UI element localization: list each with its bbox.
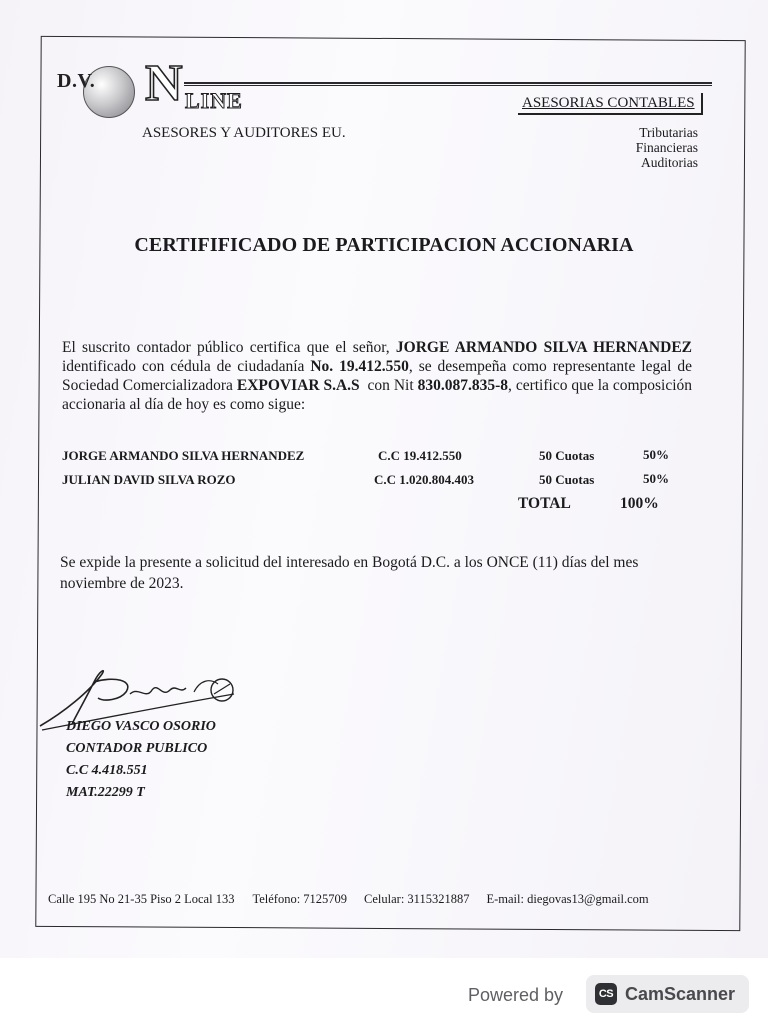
logo-dv-text: D.V.: [57, 70, 96, 92]
document-title: CERTIFIFICADO DE PARTICIPACION ACCIONARIA: [134, 234, 634, 256]
total-label: TOTAL: [518, 495, 571, 512]
camscanner-badge: [586, 975, 749, 1013]
company-name: ASESORES Y AUDITORES EU.: [142, 125, 346, 141]
shareholder-name: JULIAN DAVID SILVA ROZO: [62, 472, 236, 487]
service-item: Tributarias: [639, 125, 698, 140]
footer-email: E-mail: diegovas13@gmail.com: [486, 892, 649, 906]
company-logo: [57, 55, 257, 122]
service-item: Auditorias: [641, 155, 698, 170]
shareholder-percent: 50%: [643, 471, 669, 486]
header-tag: ASESORIAS CONTABLES: [518, 93, 703, 115]
body-text: , certifico que la composición accionaria al día de hoy es como sigue:: [62, 377, 693, 413]
footer-address: Calle 195 No 21-35 Piso 2 Local 133: [48, 892, 235, 906]
body-text: con Nit: [367, 377, 414, 394]
footer-phone: Teléfono: 7125709: [252, 892, 348, 906]
closing-paragraph: Se expide la presente a solicitud del interesado en Bogotá D.C. a los ONCE (11) días del mes noviembre de 2023.: [60, 554, 639, 592]
body-text: identificado con cédula de ciudadanía: [62, 358, 305, 375]
signatory-mat: MAT.22299 T: [66, 785, 145, 800]
shareholder-cuotas: 50 Cuotas: [539, 472, 595, 487]
shareholder-id: C.C 1.020.804.403: [374, 472, 475, 487]
shareholder-cuotas: 50 Cuotas: [539, 448, 595, 463]
powered-by-text: Powered by: [468, 985, 564, 1005]
shareholder-percent: 50%: [643, 447, 669, 462]
id-number: No. 19.412.550: [310, 358, 409, 375]
logo-n-letter: N: [145, 55, 183, 112]
signatory-name: DIEGO VASCO OSORIO: [66, 719, 216, 734]
signatory-cc: C.C 4.418.551: [66, 763, 148, 778]
nit-number: 830.087.835-8: [417, 377, 509, 394]
body-text: El suscrito contador público certifica que el señor,: [62, 339, 390, 356]
header-rule: [184, 82, 712, 84]
services-list: [636, 125, 698, 170]
certification-paragraph: [62, 338, 692, 414]
representative-name: JORGE ARMANDO SILVA HERNANDEZ: [395, 339, 692, 356]
company-legal-name: EXPOVIAR S.A.S: [236, 377, 360, 394]
shareholder-name: JORGE ARMANDO SILVA HERNANDEZ: [62, 448, 305, 463]
logo-line-text: LINE: [185, 88, 243, 113]
footer-mobile: Celular: 3115321887: [364, 892, 470, 906]
body-text: , se desempeña como representante legal de Sociedad Comercializadora: [62, 358, 692, 394]
service-item: Financieras: [635, 140, 698, 155]
signatory-role: CONTADOR PUBLICO: [66, 741, 208, 756]
header-rule-thin: [184, 85, 712, 86]
footer-contact: [48, 892, 728, 907]
camscanner-brand: CamScanner: [625, 983, 736, 1004]
camscanner-icon: CS: [595, 983, 617, 1005]
signatory-block: [66, 716, 216, 804]
shareholder-id: C.C 19.412.550: [378, 448, 462, 463]
total-value: 100%: [620, 495, 659, 512]
